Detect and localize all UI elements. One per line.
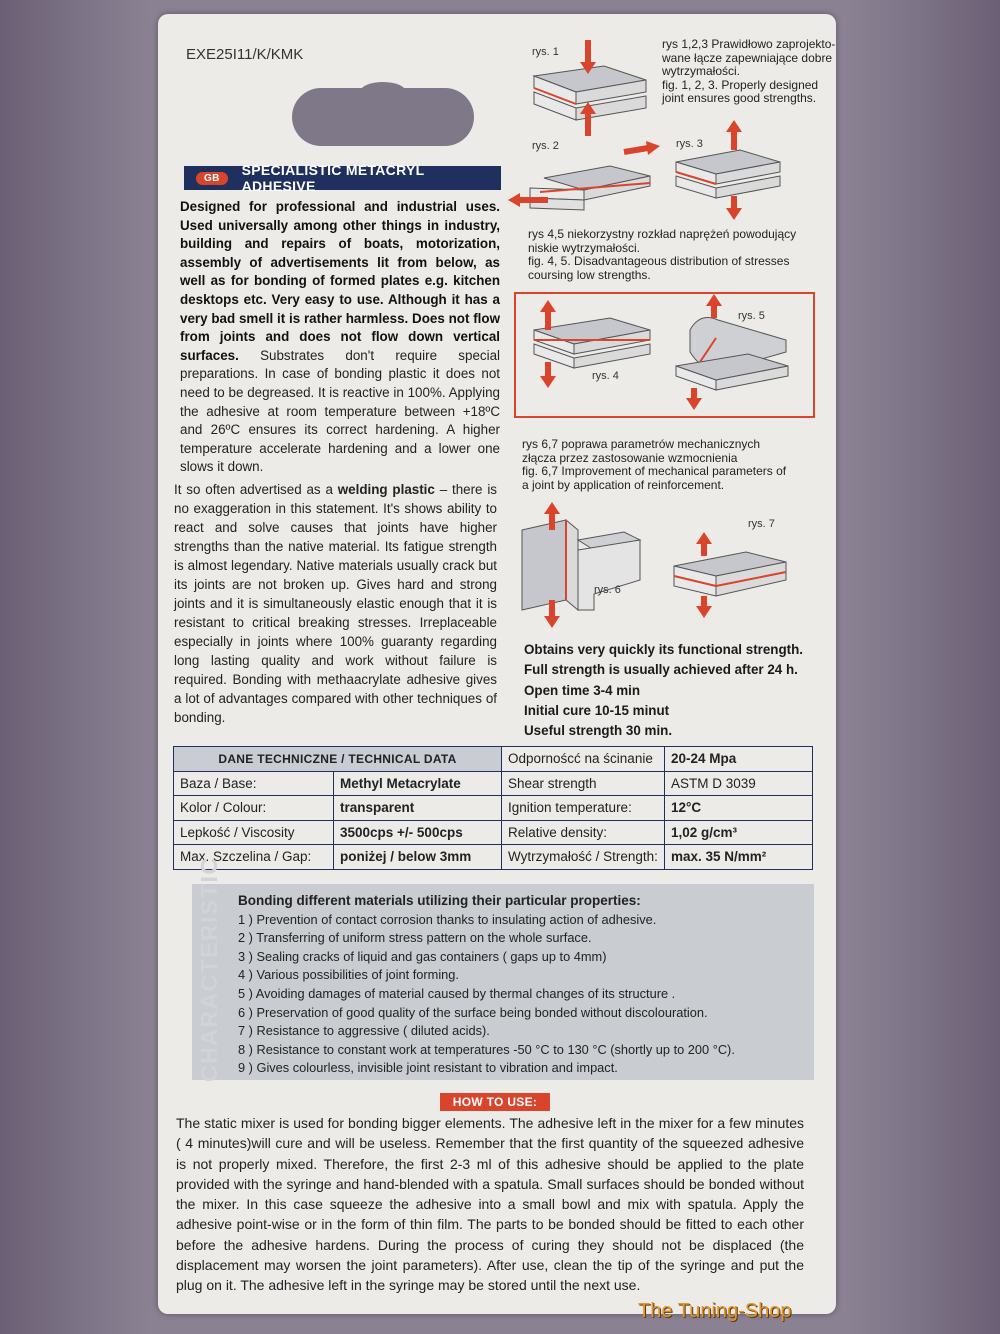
table-cell: Kolor / Colour:: [174, 796, 334, 821]
list-item: 3 ) Sealing cracks of liquid and gas containers ( gaps up to 4mm): [238, 948, 607, 964]
cure-highlights: [524, 640, 803, 741]
caption123-line: wytrzymałości.: [662, 64, 741, 78]
para2-post: – there is no exaggeration in this statement. It's shows ability to react and solve causes that joints have higher strengths than the native material. Its fatigue strength is almost legendary. Native materials usually crack but its joints are not broken up. Gives hard and strong joints and it is simultaneously elastic enough that it is resistant to critical breaking stresses. Irreplaceable especially in joints where 100% guaranty regarding long lasting quality and work without failure is required. Bonding with methaacrylate adhesive gives a lot of advantages compared with other techniques of bonding.: [174, 482, 498, 725]
list-item: 9 ) Gives colourless, invisible joint resistant to vibration and impact.: [238, 1060, 618, 1076]
fig6-label: rys. 6: [594, 584, 621, 596]
caption67-line: a joint by application of reinforcement.: [522, 477, 725, 492]
table-row: [174, 845, 813, 870]
product-title: SPECIALISTIC METACRYL ADHESIVE: [241, 162, 425, 194]
table-cell: ASTM D 3039: [665, 771, 813, 796]
caption123-line: wane łącze zapewniające dobre: [662, 50, 833, 65]
fig4-label: rys. 4: [592, 370, 619, 382]
caption67-line: złącza przez zastosowanie wzmocnienia: [522, 450, 738, 465]
list-item: 8 ) Resistance to constant work at temperatures -50 °C to 130 °C (shortly up to 200 °C).: [238, 1041, 735, 1057]
highlight-line: Useful strength 30 min.: [524, 723, 673, 739]
table-cell: Max. Szczelina / Gap:: [174, 845, 334, 870]
table-cell: Ignition temperature:: [502, 796, 665, 821]
highlight-line: Full strength is usually achieved after 24 h.: [524, 662, 798, 678]
table-cell: 12°C: [665, 796, 813, 821]
caption45-line: fig. 4, 5. Disadvantageous distribution of stresses: [528, 254, 790, 268]
caption123-line: joint ensures good strengths.: [662, 91, 817, 105]
caption-fig123: [662, 38, 835, 106]
table-cell: poniżej / below 3mm: [334, 845, 502, 870]
product-code: EXE25I11/K/KMK: [186, 46, 304, 63]
fig7-diagram: [674, 532, 786, 618]
caption45-line: coursing low strengths.: [528, 267, 651, 282]
intro-bold: Designed for professional and industrial uses. Used universally among other things in industry, building and repairs of boats, motorization, assembly of advertisements lit from below, as well as for bonding of formed plates e.g. kitchen desktops etc. Very easy to use. Although it has a very bad smell it is rather harmless. Does not flow from joints and does not flow down vertical surfaces.: [180, 199, 500, 363]
table-cell: Baza / Base:: [174, 771, 334, 796]
table-row: [174, 796, 813, 821]
fig3-diagram: [676, 120, 780, 220]
fig45-frame: [514, 292, 815, 418]
list-item: 7 ) Resistance to aggressive ( diluted acids).: [238, 1023, 490, 1039]
highlight-line: Open time 3-4 min: [524, 682, 641, 698]
caption-fig45: [528, 228, 796, 282]
caption-fig67: [522, 438, 786, 492]
table-cell: 1,02 g/cm³: [665, 820, 813, 845]
table-cell: max. 35 N/mm²: [665, 845, 813, 870]
fig1-label: rys. 1: [532, 46, 559, 58]
fig7-label: rys. 7: [748, 518, 775, 530]
table-row: [174, 747, 813, 772]
characteristic-list: [238, 892, 735, 1078]
technical-data-header: DANE TECHNICZNE / TECHNICAL DATA: [174, 747, 502, 772]
table-cell: Lepkość / Viscosity: [174, 820, 334, 845]
table-cell: 3500cps +/- 500cps: [334, 820, 502, 845]
how-to-use-label: HOW TO USE:: [440, 1093, 550, 1111]
table-cell: 20-24 Mpa: [665, 747, 813, 772]
caption67-line: rys 6,7 poprawa parametrów mechanicznych: [522, 437, 761, 451]
intro-normal: Substrates don't require special preparations. In case of bonding plastic it does not need to be degreased. It is reactive in 100%. Applying the adhesive at room temperature between +18ºC and 26ºC ensures its correct hardening. A higher temperature accelerate hardening and a lower one slows it down.: [180, 347, 500, 475]
highlight-line: Initial cure 10-15 minut: [524, 702, 670, 718]
table-row: [174, 820, 813, 845]
language-badge: GB: [196, 172, 228, 185]
fig5-label: rys. 5: [738, 310, 765, 322]
fig3-label: rys. 3: [676, 138, 703, 150]
para2-bold: welding plastic: [337, 482, 435, 497]
list-item: 6 ) Preservation of good quality of the surface being bonded without discolouration.: [238, 1004, 708, 1020]
para2-pre: It so often advertised as a: [174, 482, 333, 497]
caption123-line: rys 1,2,3 Prawidłowo zaprojekto-: [662, 37, 836, 51]
caption45-line: rys 4,5 niekorzystny rozkład naprężeń powodujący: [528, 227, 797, 241]
table-cell: Shear strength: [502, 771, 665, 796]
characteristic-side-label: CHARACTERISTIC: [196, 856, 222, 1082]
fig2-label: rys. 2: [532, 140, 559, 152]
fig2-diagram: [508, 141, 660, 210]
table-row: [174, 771, 813, 796]
characteristic-heading: Bonding different materials utilizing their particular properties:: [238, 893, 641, 908]
watermark: The Tuning-Shop: [638, 1300, 792, 1322]
how-to-use-text: The static mixer is used for bonding bigger elements. The adhesive left in the mixer for a few minutes ( 4 minutes)will cure and will be useless. Remember that the first quantity of the squeezed adhesive is not properly mixed. Therefore, the first 2-3 ml of this adhesive should be applied to the plate provided with the syringe and hand-blended with a spatula. Small surfaces should be bonded without the mixer. In this case squeeze the adhesive into a small bowl and mix with spatula. Apply the adhesive point-wise or in the form of thin film. The parts to be bonded should be fitted to each other before the adhesive hardens. During the process of curing they should not be displaced (the displacement may worsen the joint parameters). After use, clean the tip of the syringe and put the plug on it. The adhesive left in the syringe may be stored until the next use.: [176, 1115, 804, 1294]
fig6-diagram: [522, 502, 640, 628]
table-cell: Odpornoścć na ścinanie: [502, 747, 665, 772]
caption45-line: niskie wytrzymałości.: [528, 240, 641, 255]
caption67-line: fig. 6,7 Improvement of mechanical parameters of: [522, 464, 787, 478]
table-cell: transparent: [334, 796, 502, 821]
table-cell: Methyl Metacrylate: [334, 771, 502, 796]
technical-data-table: [173, 746, 813, 870]
list-item: 1 ) Prevention of contact corrosion thanks to insulating action of adhesive.: [238, 911, 657, 927]
list-item: 5 ) Avoiding damages of material caused by thermal changes of its structure .: [238, 985, 676, 1001]
caption123-line: fig. 1, 2, 3. Properly designed: [662, 77, 819, 92]
table-cell: Wytrzymałość / Strength:: [502, 845, 665, 870]
list-item: 2 ) Transferring of uniform stress pattern on the whole surface.: [238, 930, 592, 946]
highlight-line: Obtains very quickly its functional strength.: [524, 642, 804, 657]
table-cell: Relative density:: [502, 820, 665, 845]
list-item: 4 ) Various possibilities of joint forming.: [238, 967, 459, 983]
